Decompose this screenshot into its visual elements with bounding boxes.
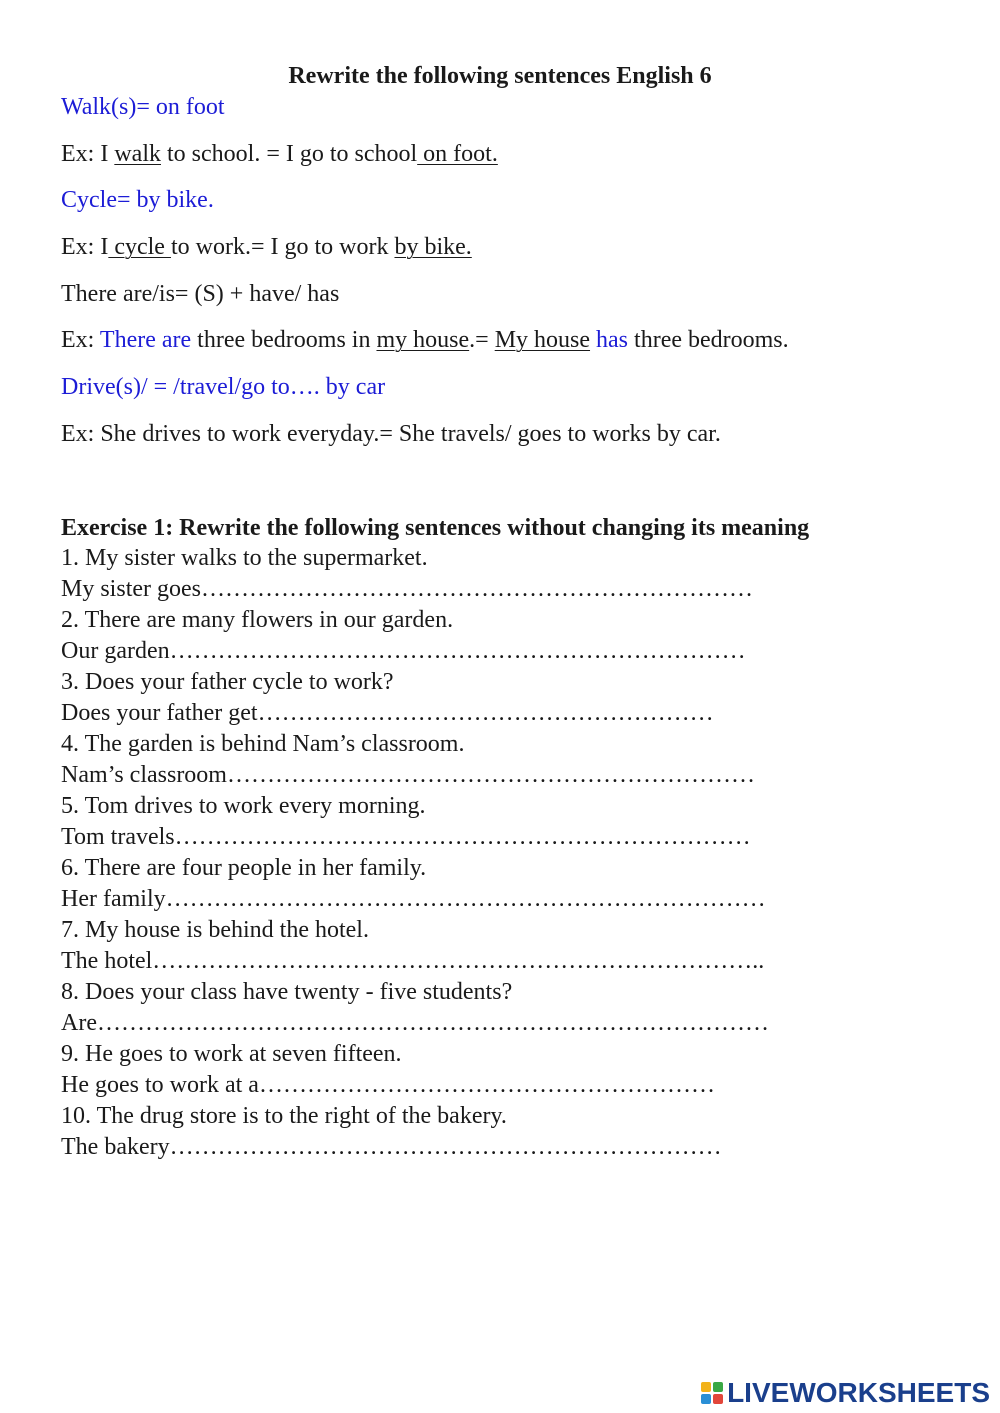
answer-line[interactable]: Tom travels……………………………………………………………… [61,824,751,850]
brand-name: LIVEWORKSHEETS [727,1377,990,1408]
cycle-example: Ex: I cycle to work.= I go to work by bike. [61,234,472,260]
answer-line[interactable]: Does your father get………………………………………………… [61,700,714,726]
liveworksheets-logo[interactable] [701,1376,990,1410]
there-example: Ex: There are three bedrooms in my house.= My house has three bedrooms. [61,327,789,353]
answer-line[interactable]: Nam’s classroom………………………………………………………… [61,762,755,788]
exercise-list [61,543,941,1163]
question-text: 6. There are four people in her family. [61,855,427,881]
exercise-item [61,543,941,605]
liveworksheets-logo-icon [701,1382,723,1404]
walk-example: Ex: I walk to school. = I go to school on foot. [61,141,498,167]
exercise-item [61,791,941,853]
answer-line[interactable]: Our garden……………………………………………………………… [61,638,746,664]
answer-line[interactable]: Her family………………………………………………………………… [61,886,766,912]
exercise-item [61,853,941,915]
answer-line[interactable]: He goes to work at a………………………………………………… [61,1072,715,1098]
question-text: 10. The drug store is to the right of the bakery. [61,1103,507,1129]
walk-rule: Walk(s)= on foot [61,94,225,120]
answer-line[interactable]: Are………………………………………………………………………… [61,1010,769,1036]
exercise-item [61,915,941,977]
question-text: 1. My sister walks to the supermarket. [61,545,428,571]
drive-example: Ex: She drives to work everyday.= She travels/ goes to works by car. [61,421,721,447]
exercise-item [61,605,941,667]
exercise-heading: Exercise 1: Rewrite the following sentences without changing its meaning [61,515,810,541]
question-text: 9. He goes to work at seven fifteen. [61,1041,402,1067]
page-title: Rewrite the following sentences English 6 [288,63,712,89]
exercise-item [61,1101,941,1163]
answer-line[interactable]: My sister goes…………………………………………………………… [61,576,753,602]
question-text: 7. My house is behind the hotel. [61,917,369,943]
exercise-item [61,1039,941,1101]
question-text: 2. There are many flowers in our garden. [61,607,454,633]
question-text: 5. Tom drives to work every morning. [61,793,426,819]
question-text: 4. The garden is behind Nam’s classroom. [61,731,465,757]
drive-rule: Drive(s)/ = /travel/go to…. by car [61,374,386,400]
exercise-item [61,977,941,1039]
answer-line[interactable]: The hotel………………………………………………………………….. [61,948,765,974]
exercise-item [61,667,941,729]
there-rule: There are/is= (S) + have/ has [61,281,340,307]
question-text: 3. Does your father cycle to work? [61,669,394,695]
exercise-item [61,729,941,791]
answer-line[interactable]: The bakery…………………………………………………………… [61,1134,722,1160]
cycle-rule: Cycle= by bike. [61,187,214,213]
question-text: 8. Does your class have twenty - five students? [61,979,513,1005]
